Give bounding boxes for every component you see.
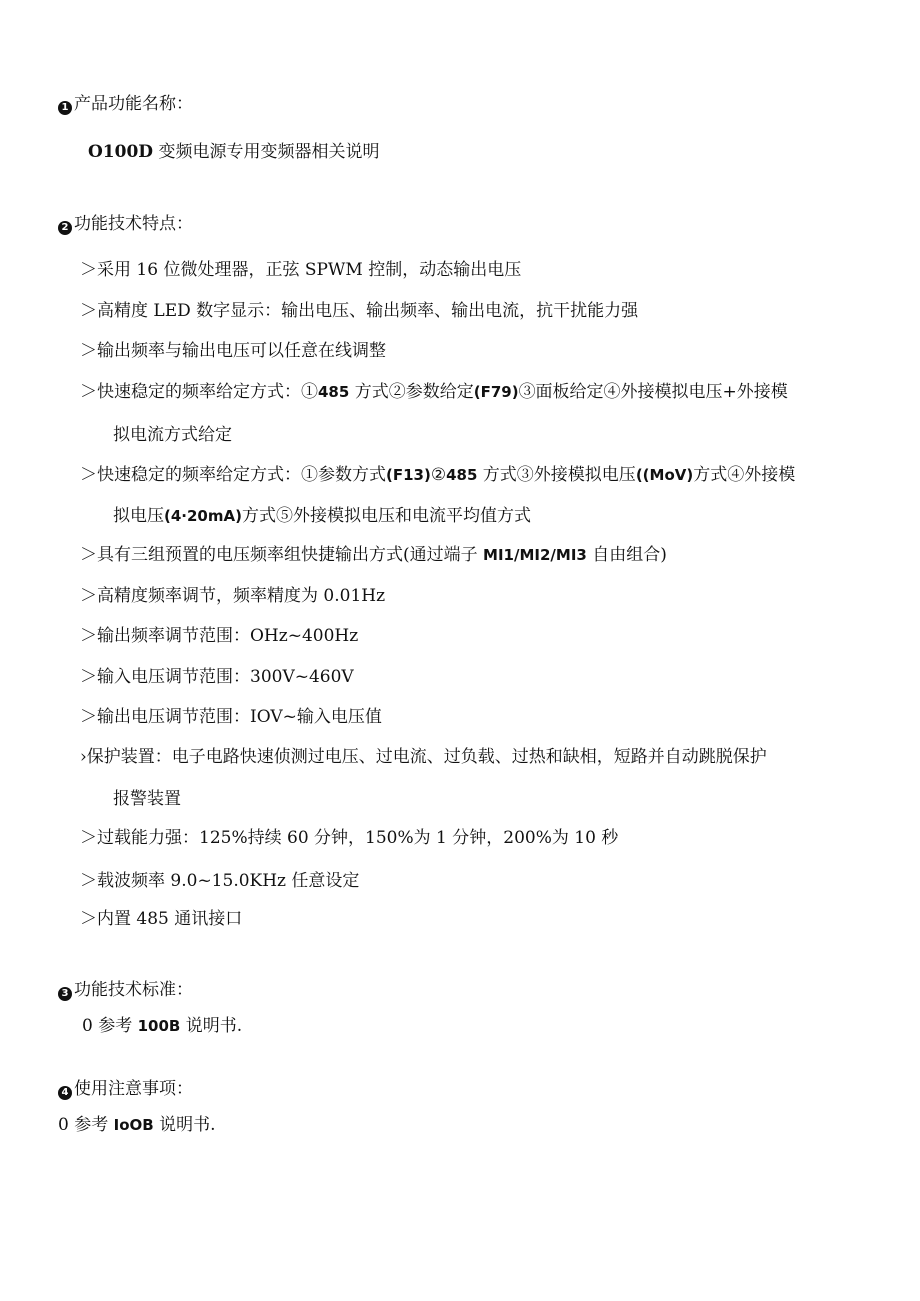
- feature-item: [80, 907, 242, 931]
- feature-text: ＞输出频率与输出电压可以任意在线调整: [80, 341, 386, 361]
- feature-item: [80, 826, 618, 850]
- feature-text: ＞过载能力强：125%持续 60 分钟，150%为 1 分钟，200%为 10 秒: [80, 828, 619, 848]
- product-name-line: [88, 140, 379, 164]
- section-title: 使用注意事项：: [74, 1079, 193, 1099]
- feature-text: 方式②参数给定: [349, 382, 474, 402]
- feature-text: 方式④外接模: [693, 465, 796, 485]
- product-model: O100D: [88, 142, 154, 162]
- reference-code: 100B: [137, 1017, 181, 1035]
- feature-text: ＞高精度频率调节，频率精度为 0.01Hz: [80, 586, 386, 606]
- reference-prefix: 0 参考: [58, 1115, 114, 1135]
- reference-prefix: 0 参考: [82, 1016, 138, 1036]
- feature-item: [80, 665, 354, 689]
- notes-reference: [58, 1113, 216, 1137]
- feature-code: 485: [446, 466, 478, 484]
- feature-item-continuation: [113, 504, 531, 528]
- feature-text: ＞高精度 LED 数字显示：输出电压、输出频率、输出电流，抗干扰能力强: [80, 301, 639, 321]
- section-number-badge: 4: [58, 1086, 72, 1100]
- feature-text: ＞内置 485 通讯接口: [80, 909, 243, 929]
- product-description: 变频电源专用变频器相关说明: [153, 142, 380, 162]
- section-number-badge: 3: [58, 987, 72, 1001]
- section-title: 产品功能名称：: [74, 94, 193, 114]
- feature-text: 报警装置: [113, 789, 181, 809]
- standard-reference: [82, 1014, 242, 1038]
- feature-item: [80, 869, 359, 893]
- feature-code: 485: [318, 383, 350, 401]
- feature-item: [80, 745, 767, 769]
- feature-code: MI1/MI2/MI3: [483, 546, 587, 564]
- feature-text: ›保护装置：电子电路快速侦测过电压、过电流、过负载、过热和缺相，短路并自动跳脱保护: [80, 747, 767, 767]
- feature-item-continuation: [113, 423, 232, 447]
- section-number-badge: 1: [58, 101, 72, 115]
- feature-item: [80, 543, 667, 567]
- feature-text: ＞快速稳定的频率给定方式：①参数方式: [80, 465, 386, 485]
- feature-text: ③面板给定④外接模拟电压+外接模: [518, 382, 788, 402]
- feature-text: ＞输出电压调节范围：IOV~输入电压值: [80, 707, 382, 727]
- feature-item: [80, 258, 521, 282]
- feature-item: [80, 705, 382, 729]
- feature-item: [80, 299, 638, 323]
- feature-item: [80, 339, 386, 363]
- feature-text: 自由组合): [586, 545, 667, 565]
- section-heading-4: [58, 1077, 193, 1101]
- section-title: 功能技术特点：: [74, 214, 193, 234]
- feature-text: 拟电流方式给定: [113, 425, 232, 445]
- feature-item-continuation: [113, 787, 181, 811]
- reference-suffix: 说明书.: [153, 1115, 216, 1135]
- feature-item: [80, 584, 385, 608]
- section-heading-3: [58, 978, 193, 1002]
- feature-text: ＞采用 16 位微处理器，正弦 SPWM 控制，动态输出电压: [80, 260, 522, 280]
- feature-item: [80, 380, 788, 404]
- section-heading-1: [58, 92, 193, 116]
- section-heading-2: [58, 212, 193, 236]
- feature-code: (F79): [473, 383, 519, 401]
- feature-text: ②: [430, 465, 447, 485]
- feature-text: 拟电压: [113, 506, 164, 526]
- feature-code: (F13): [386, 466, 431, 484]
- feature-text: 方式⑤外接模拟电压和电流平均值方式: [241, 506, 531, 526]
- feature-text: 方式③外接模拟电压: [477, 465, 636, 485]
- reference-code: IoOB: [113, 1116, 154, 1134]
- section-number-badge: 2: [58, 221, 72, 235]
- feature-code: ((MoV): [635, 466, 694, 484]
- feature-text: ＞具有三组预置的电压频率组快捷输出方式(通过端子: [80, 545, 484, 565]
- section-title: 功能技术标准：: [74, 980, 193, 1000]
- feature-text: ＞快速稳定的频率给定方式：①: [80, 382, 318, 402]
- feature-code: (4·20mA): [164, 507, 242, 525]
- reference-suffix: 说明书.: [180, 1016, 243, 1036]
- feature-text: ＞输出频率调节范围：OHz~400Hz: [80, 626, 359, 646]
- feature-item: [80, 624, 358, 648]
- feature-item: [80, 463, 795, 487]
- feature-text: ＞载波频率 9.0~15.0KHz 任意设定: [80, 871, 360, 891]
- feature-text: ＞输入电压调节范围：300V~460V: [80, 667, 354, 687]
